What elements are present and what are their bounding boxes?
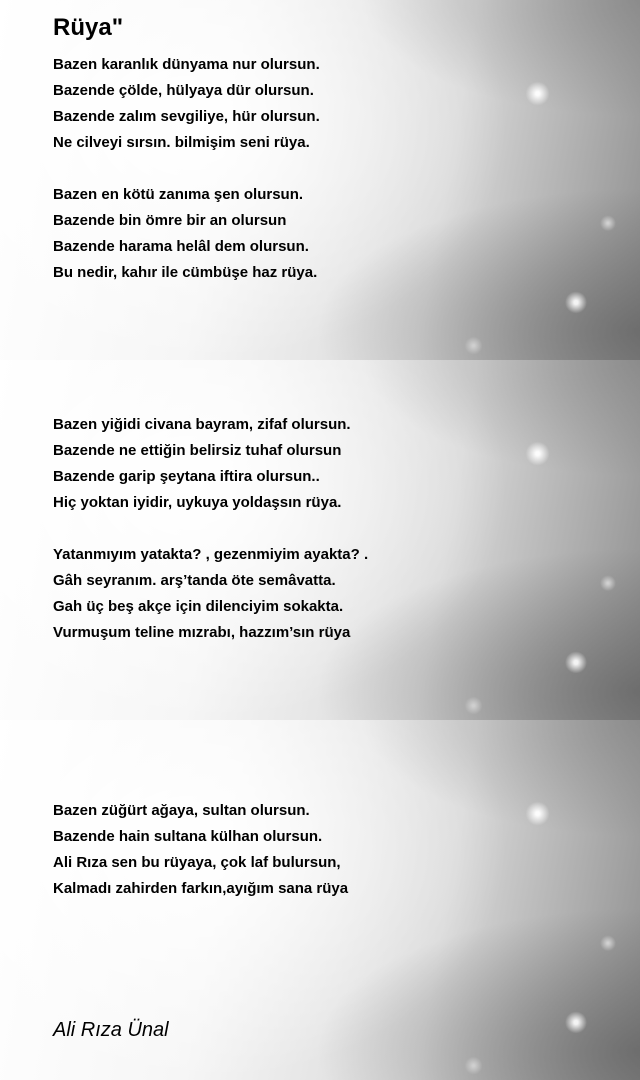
poem-line: Yatanmıyım yatakta? , gezenmiyim ayakta? . bbox=[53, 546, 369, 563]
poem-line: Gâh seyranım. arş’tanda öte semâvatta. bbox=[53, 572, 336, 589]
poem-line: Bazende ne ettiğin belirsiz tuhaf olursun bbox=[53, 442, 342, 459]
stanza-5 bbox=[53, 798, 348, 902]
stanza-2 bbox=[53, 182, 317, 286]
poem-panel-1 bbox=[0, 0, 640, 360]
poem-line: Gah üç beş akçe için dilenciyim sokakta. bbox=[53, 598, 344, 615]
poem-line: Ali Rıza sen bu rüyaya, çok laf bulursun, bbox=[53, 854, 341, 871]
poem-line: Bazende garip şeytana iftira olursun.. bbox=[53, 468, 320, 485]
poem-panel-2 bbox=[0, 360, 640, 720]
poem-line: Bu nedir, kahır ile cümbüşe haz rüya. bbox=[53, 264, 318, 281]
poem-line: Bazende çölde, hülyaya dür olursun. bbox=[53, 82, 314, 99]
stanza-1 bbox=[53, 52, 320, 156]
poem-line: Bazen yiğidi civana bayram, zifaf olursun. bbox=[53, 416, 351, 433]
poem-line: Bazende bin ömre bir an olursun bbox=[53, 212, 287, 229]
poem-line: Vurmuşum teline mızrabı, hazzım’sın rüya bbox=[53, 624, 351, 641]
poem-line: Bazen karanlık dünyama nur olursun. bbox=[53, 56, 320, 73]
poem-author: Ali Rıza Ünal bbox=[53, 1019, 169, 1041]
poem-line: Kalmadı zahirden farkın,ayığım sana rüya bbox=[53, 880, 349, 897]
poem-line: Bazen züğürt ağaya, sultan olursun. bbox=[53, 802, 310, 819]
poem-line: Ne cilveyi sırsın. bilmişim seni rüya. bbox=[53, 134, 310, 151]
poem-panel-3 bbox=[0, 720, 640, 1080]
poem-line: Bazende zalım sevgiliye, hür olursun. bbox=[53, 108, 320, 125]
poem-line: Bazen en kötü zanıma şen olursun. bbox=[53, 186, 304, 203]
poem-line: Bazende harama helâl dem olursun. bbox=[53, 238, 309, 255]
poem-line: Bazende hain sultana külhan olursun. bbox=[53, 828, 323, 845]
poem-line: Hiç yoktan iyidir, uykuya yoldaşsın rüya. bbox=[53, 494, 342, 511]
stanza-3 bbox=[53, 412, 351, 516]
poem-title: Rüya" bbox=[53, 14, 124, 41]
stanza-4 bbox=[53, 542, 368, 646]
